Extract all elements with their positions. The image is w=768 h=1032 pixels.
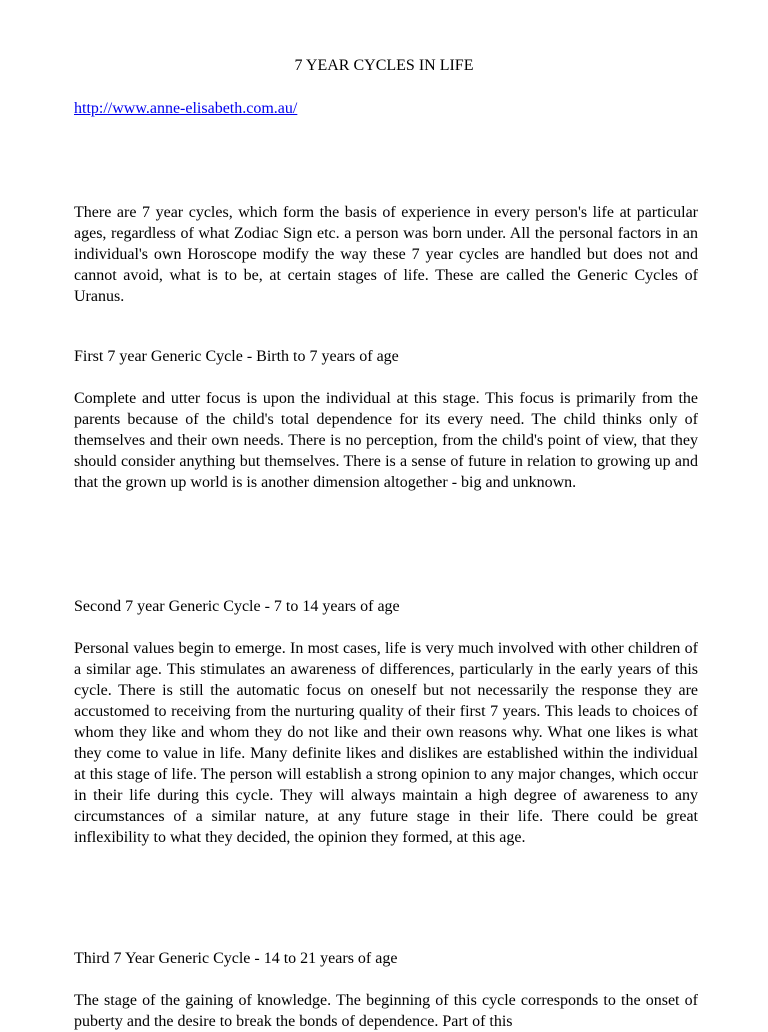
website-link[interactable]: http://www.anne-elisabeth.com.au/ <box>74 100 298 117</box>
section-body-first-cycle: Complete and utter focus is upon the individual at this stage. This focus is primarily from the parents because of the child's total dependence for its every need. The child thinks only of themselves and their own needs. There is no perception, from the child's point of view, that they should consider anything but themselves. There is a sense of future in relation to growing up and that the grown up world is is another dimension altogether - big and unknown. <box>74 390 698 491</box>
section-heading-third-cycle: Third 7 Year Generic Cycle - 14 to 21 years of age <box>74 950 398 967</box>
section-heading-first-cycle: First 7 year Generic Cycle - Birth to 7 years of age <box>74 348 399 365</box>
section-body-second-cycle: Personal values begin to emerge. In most cases, life is very much involved with other children of a similar age. This stimulates an awareness of differences, particularly in the early years of this cycle. There is still the automatic focus on oneself but not necessarily the response they are accustomed to receiving from the nurturing quality of their first 7 years. This leads to choices of whom they like and whom they do not like and their own reasons why. What one likes is what they come to value in life. Many definite likes and dislikes are established within the individual at this stage of life. The person will establish a strong opinion to any major changes, which occur in their life during this cycle. They will always maintain a high degree of awareness to any circumstances of a similar nature, at any future stage in their life. There could be great inflexibility to what they decided, the opinion they formed, at this age. <box>74 640 698 846</box>
page-title: 7 YEAR CYCLES IN LIFE <box>294 57 474 74</box>
section-body-third-cycle: The stage of the gaining of knowledge. The beginning of this cycle corresponds to the onset of puberty and the desire to break the bonds of dependence. Part of this <box>74 992 698 1030</box>
intro-paragraph: There are 7 year cycles, which form the basis of experience in every person's life at particular ages, regardless of what Zodiac Sign etc. a person was born under. All the personal factors in an individual's own Horoscope modify the way these 7 year cycles are handled but does not and cannot avoid, what is to be, at certain stages of life. These are called the Generic Cycles of Uranus. <box>74 204 698 305</box>
section-heading-second-cycle: Second 7 year Generic Cycle - 7 to 14 years of age <box>74 598 400 615</box>
